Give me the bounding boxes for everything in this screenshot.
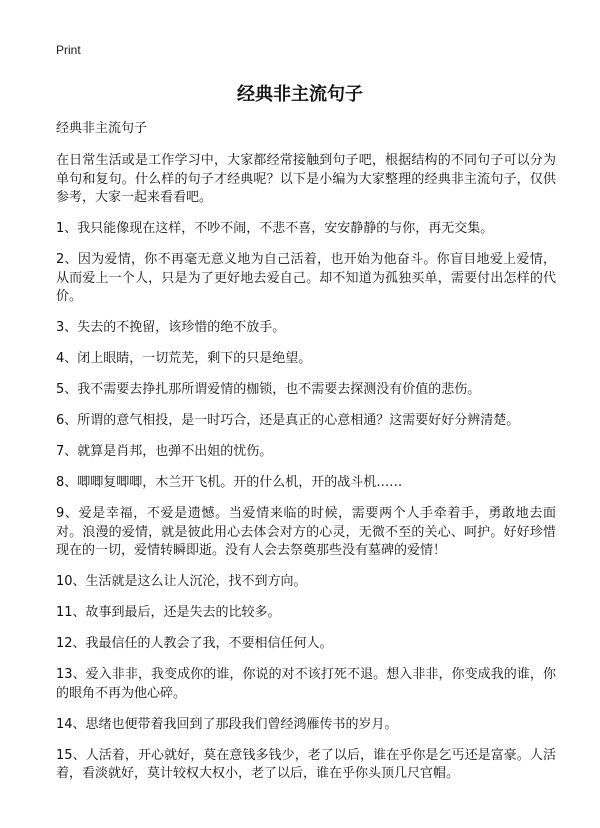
list-item: 9、爱是幸福，不爱是遗憾。当爱情来临的时候，需要两个人手牵着手，勇敢地去面对。浪漫的爱情，就是彼此用心去体会对方的心灵，无微不至的关心、呵护。好好珍惜现在的一切，爱情转瞬即逝。没有人会去祭奠那些没有墓碑的爱情！	[56, 506, 556, 558]
list-item: 3、失去的不挽留，该珍惜的绝不放手。	[56, 320, 286, 335]
list-item: 4、闭上眼睛，一切荒芜，剩下的只是绝望。	[56, 351, 312, 366]
list-item: 11、故事到最后，还是失去的比较多。	[56, 605, 281, 620]
list-item: 14、思绪也便带着我回到了那段我们曾经鸿雁传书的岁月。	[56, 716, 398, 732]
list-item: 2、因为爱情，你不再毫无意义地为自己活着，也开始为他奋斗。你盲目地爱上爱情，从而爱上一个人，只是为了更好地去爱自己。却不知道为孤独买单，需要付出怎样的代价。	[56, 252, 556, 304]
list-item: 13、爱入非非，我变成你的谁，你说的对不该打死不退。想入非非，你变成我的谁，你的眼角不再为他心碎。	[56, 667, 556, 701]
list-item: 5、我不需要去挣扎那所谓爱情的枷锁，也不需要去探测没有价值的悲伤。	[56, 382, 481, 397]
print-link[interactable]: Print	[56, 43, 81, 57]
list-item: 15、人活着，开心就好，莫在意钱多钱少，老了以后，谁在乎你是乞丐还是富豪。人活着，看淡就好，莫计较权大权小，老了以后，谁在乎你头顶几尺官帽。	[56, 747, 556, 781]
list-item: 12、我最信任的人教会了我，不要相信任何人。	[56, 636, 333, 651]
list-item: 10、生活就是这么让人沉沦，找不到方向。	[56, 574, 307, 589]
list-item: 8、唧唧复唧唧，木兰开飞机。开的什么机，开的战斗机……	[56, 475, 403, 490]
document-body	[56, 120, 556, 796]
list-item: 1、我只能像现在这样，不吵不闹，不悲不喜，安安静静的与你，再无交集。	[56, 221, 494, 236]
list-item: 6、所谓的意气相投，是一时巧合，还是真正的心意相通？这需要好好分辨清楚。	[56, 413, 520, 428]
document-title: 经典非主流句子	[237, 84, 363, 105]
intro-paragraph: 在日常生活或是工作学习中，大家都经常接触到句子吧，根据结构的不同句子可以分为单句和复句。什么样的句子才经典呢？以下是小编为大家整理的经典非主流句子，仅供参考，大家一起来看看吧。	[56, 153, 556, 205]
document-subtitle: 经典非主流句子	[56, 121, 148, 136]
list-item: 7、就算是肖邦，也弹不出姐的忧伤。	[56, 444, 273, 459]
